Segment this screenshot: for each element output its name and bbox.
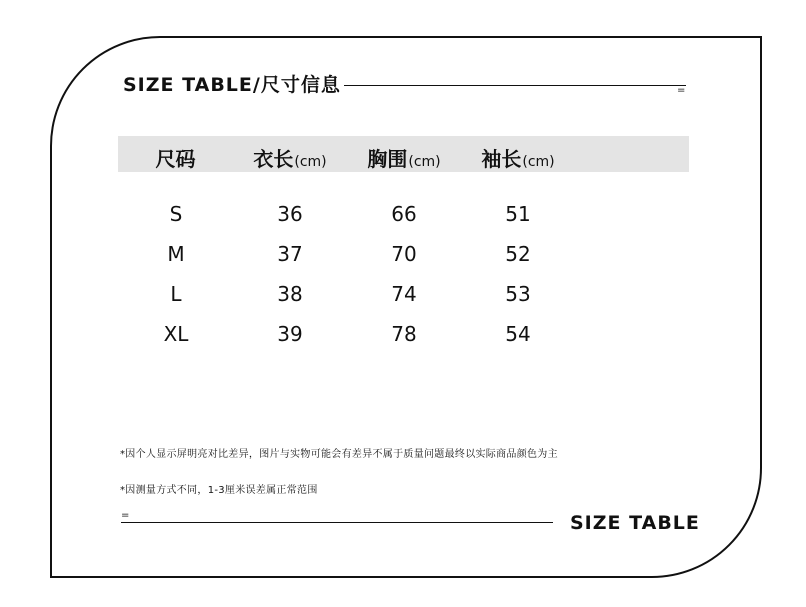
size-table-card: [50, 36, 762, 578]
header-sleeve-label: 袖长: [481, 147, 522, 171]
header-chest: [344, 143, 464, 172]
top-equals-mark: =: [677, 85, 686, 96]
row-s-size: S: [169, 202, 183, 226]
header-chest-unit: (cm): [408, 154, 441, 170]
row-l-chest: 74: [391, 282, 417, 306]
bottom-rule: [121, 522, 553, 523]
row-xl-length: 39: [277, 322, 303, 346]
row-l-size: L: [170, 282, 182, 306]
header-size: [116, 143, 236, 172]
row-xl-size: XL: [163, 322, 189, 346]
note-color-disclaimer: *因个人显示屏明亮对比差异，图片与实物可能会有差异不属于质量问题最终以实际商品颜色为主: [120, 449, 558, 460]
bottom-equals-mark: =: [121, 510, 130, 521]
header-length-unit: (cm): [294, 154, 327, 170]
row-s-length: 36: [277, 202, 303, 226]
row-l-sleeve: 53: [505, 282, 531, 306]
row-m-length: 37: [277, 242, 303, 266]
header-chest-label: 胸围: [367, 147, 408, 171]
row-m-chest: 70: [391, 242, 417, 266]
header-size-label: 尺码: [155, 147, 196, 171]
bottom-title: SIZE TABLE: [570, 512, 700, 534]
note-measurement-tolerance: *因测量方式不同，1-3厘米误差属正常范围: [120, 485, 318, 496]
header-length: [230, 143, 350, 172]
row-s-sleeve: 51: [505, 202, 531, 226]
title-rule: [344, 85, 686, 86]
row-m-sleeve: 52: [505, 242, 531, 266]
header-length-label: 衣长: [253, 147, 294, 171]
page-title: SIZE TABLE/尺寸信息: [123, 74, 341, 96]
row-xl-chest: 78: [391, 322, 417, 346]
header-sleeve: [458, 143, 578, 172]
row-m-size: M: [167, 242, 185, 266]
row-l-length: 38: [277, 282, 303, 306]
row-xl-sleeve: 54: [505, 322, 531, 346]
row-s-chest: 66: [391, 202, 417, 226]
header-sleeve-unit: (cm): [522, 154, 555, 170]
